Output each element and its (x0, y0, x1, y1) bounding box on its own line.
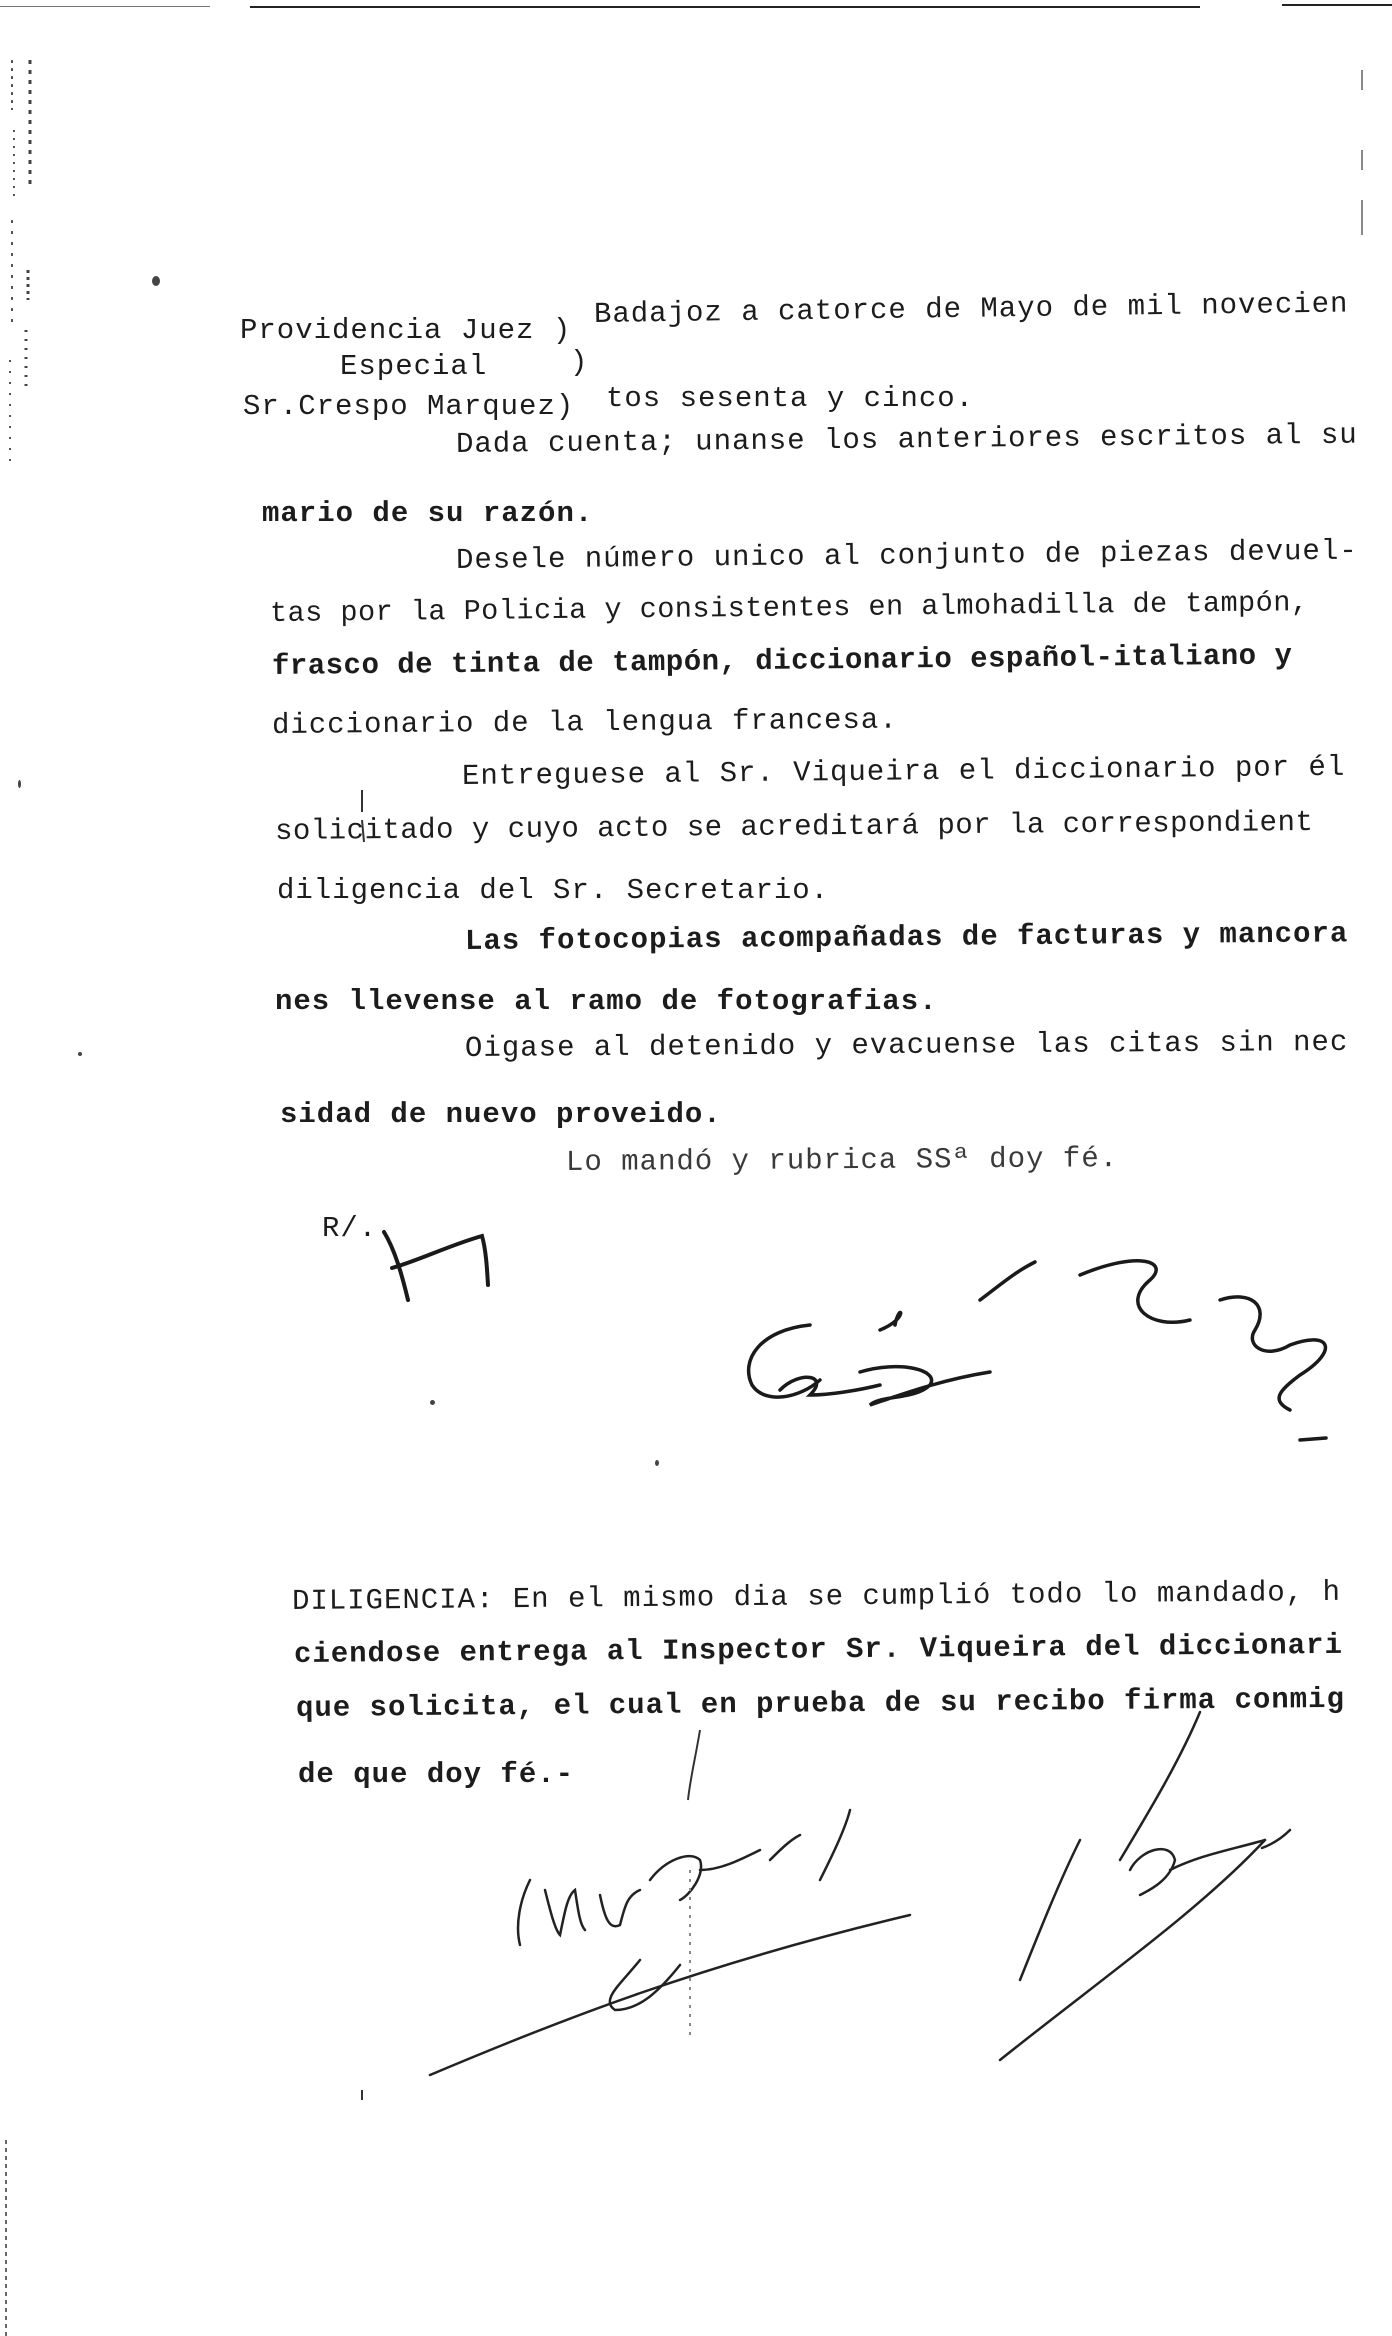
header-left-2: Especial (340, 350, 488, 383)
body-line-7: Entreguese al Sr. Viqueira el diccionario por él (461, 750, 1346, 793)
body-line-6: diccionario de la lengua francesa. (271, 703, 898, 742)
body-line-13: sidad de nuevo proveido. (280, 1098, 722, 1131)
inspector-signature (430, 1810, 910, 2075)
diligencia-line-3: que solicita, el cual en prueba de su recibo firma conmig (295, 1682, 1346, 1725)
diligencia-line-4: de que doy fé.- (298, 1758, 575, 1791)
secretary-signature (1000, 1712, 1290, 2060)
binding-edge-marks-2 (26, 60, 30, 390)
body-line-1: Dada cuenta; unanse los anteriores escritos al su (455, 418, 1358, 461)
diligencia-line-1: DILIGENCIA: En el mismo dia se cumplió todo lo mandado, h (291, 1575, 1342, 1618)
body-line-3: Desele número unico al conjunto de piezas devuel- (455, 534, 1358, 577)
body-line-10: Las fotocopias acompañadas de facturas y mancora (464, 917, 1349, 958)
judge-signature (749, 1261, 1326, 1440)
body-line-8: solicitado y cuyo acto se acreditará por la correspondient (274, 805, 1314, 848)
binding-edge-marks (6, 60, 14, 2336)
body-line-4: tas por la Policia y consistentes en almohadilla de tampón, (269, 586, 1309, 630)
header-right-1: Badajoz a catorce de Mayo de mil novecien (593, 287, 1349, 331)
diligencia-line-2: ciendose entrega al Inspector Sr. Viqueira del diccionari (293, 1628, 1344, 1671)
rubric-label: R/. (322, 1212, 378, 1245)
header-left-3: Sr.Crespo Marquez) (243, 390, 575, 423)
header-left-2-paren: ) (570, 346, 589, 379)
body-line-2: mario de su razón. (262, 497, 594, 530)
annotation-ticks (362, 790, 700, 2100)
header-right-3: tos sesenta y cinco. (606, 382, 975, 415)
body-line-5: frasco de tinta de tampón, diccionario español-italiano y (271, 639, 1293, 683)
body-line-11: nes llevense al ramo de fotografias. (275, 985, 938, 1018)
rubric-flourish (384, 1232, 488, 1300)
body-line-9: diligencia del Sr. Secretario. (277, 874, 830, 907)
body-line-14: Lo mandó y rubrica SSª doy fé. (565, 1142, 1119, 1179)
body-line-12: Oigase al detenido y evacuense las citas sin nec (464, 1025, 1349, 1065)
header-left-1: Providencia Juez ) (240, 314, 572, 347)
